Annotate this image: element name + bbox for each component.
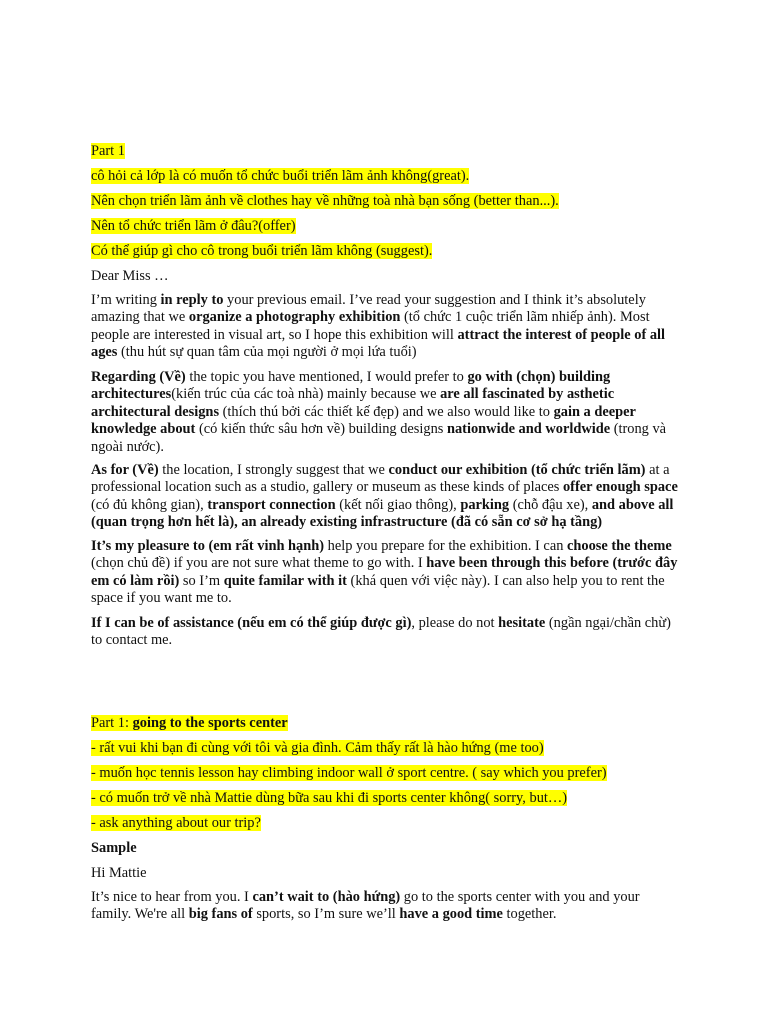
key-phrase: nationwide and worldwide: [446, 421, 611, 438]
sample-label: [91, 839, 137, 857]
text: help you prepare for the exhibition. I can: [324, 538, 568, 554]
text: (kiến trúc của các toà nhà) mainly because we: [171, 386, 441, 403]
highlighted-text: cô hỏi cả lớp là có muốn tổ chức buổi triển lãm ảnh không(great).: [91, 168, 470, 184]
key-phrase: conduct our exhibition (tổ chức triển lãm): [388, 462, 646, 478]
key-phrase: and above all (quan trọng hơn hết là),: [91, 496, 674, 531]
highlighted-text: - rất vui khi bạn đi cùng với tôi và gia đình. Cảm thấy rất là hào hứng (me too): [91, 740, 544, 756]
key-phrase: If I can be of assistance (nếu em có thể giúp được gì): [91, 615, 412, 631]
letter-paragraph: [91, 462, 681, 532]
highlighted-text: Nên tổ chức triển lãm ở đâu?(offer): [91, 218, 296, 234]
highlighted-text: Có thể giúp gì cho cô trong buổi triển lãm không (suggest).: [91, 243, 433, 259]
text: at a professional location such as a studio, gallery or museum as these kinds of places: [91, 462, 670, 496]
key-phrase: offer enough space: [562, 479, 678, 496]
highlighted-text: Part 1: [91, 143, 125, 159]
key-phrase: hesitate: [498, 615, 546, 631]
text: (ngần ngại/chần chừ) to contact me.: [91, 615, 671, 649]
prompt-item: [91, 789, 567, 807]
key-phrase: have a good time: [399, 906, 503, 923]
letter-paragraph: [91, 615, 681, 650]
key-phrase: can’t wait to (hào hứng): [252, 889, 401, 905]
text: (thu hút sự quan tâm của mọi người ở mọi lứa tuổi): [117, 344, 417, 361]
prompt-item: [91, 764, 607, 782]
key-phrase: have been through this before (trước đây em có làm rồi): [91, 555, 678, 589]
text: sports, so I’m sure we’ll: [252, 906, 400, 923]
prompt-item: [91, 242, 432, 260]
key-phrase: go with (chọn) building architectures: [91, 369, 611, 403]
text: (thích thú bởi các thiết kế đẹp) and we also would like to: [219, 403, 554, 420]
highlighted-text: - có muốn trở về nhà Mattie dùng bữa sau khi đi sports center không( sorry, but…): [91, 790, 568, 806]
key-phrase: in reply to: [160, 292, 224, 308]
text: together.: [502, 906, 557, 923]
text: go to the sports center with you and your family. We're all: [91, 889, 640, 923]
letter-paragraph: [91, 369, 681, 456]
text: , please do not: [411, 615, 499, 631]
prompt-item: [91, 814, 261, 832]
letter-greeting: Hi Mattie: [91, 865, 147, 881]
prompt-item: [91, 192, 559, 210]
key-phrase: an already existing infrastructure (đã có sẵn cơ sở hạ tầng): [241, 514, 603, 531]
section-heading: [91, 714, 288, 732]
text: (có đủ không gian),: [91, 496, 208, 513]
letter-paragraph: [91, 889, 681, 924]
text: (trong và ngoài nước).: [91, 421, 667, 455]
text: the location, I strongly suggest that we: [158, 462, 389, 478]
highlighted-text: Nên chọn triển lãm ảnh về clothes hay về những toà nhà bạn sống (better than...).: [91, 193, 559, 209]
prompt-item: [91, 217, 296, 235]
text: It’s nice to hear from you. I: [91, 889, 253, 905]
text: so I’m: [179, 572, 224, 589]
text: (kết nối giao thông),: [335, 496, 461, 513]
key-phrase: parking: [460, 496, 510, 513]
key-phrase: organize a photography exhibition: [188, 309, 401, 326]
key-phrase: transport connection: [207, 496, 336, 513]
text: (tổ chức 1 cuộc triển lãm nhiếp ảnh). Most people are interested in visual art, so I hope this exhibition will: [91, 309, 650, 343]
letter-greeting: Dear Miss …: [91, 268, 169, 284]
letter-paragraph: [91, 538, 681, 608]
key-phrase: It’s my pleasure to (em rất vinh hạnh): [91, 538, 325, 554]
prompt-item: [91, 167, 469, 185]
key-phrase: going to the sports center: [132, 715, 288, 731]
key-phrase: are all fascinated by asthetic architectural designs: [91, 386, 615, 420]
text: (chỗ đậu xe),: [509, 496, 592, 513]
text: Part 1:: [91, 715, 133, 731]
letter-paragraph: [91, 292, 681, 362]
document-page: [91, 0, 681, 1024]
key-phrase: gain a deeper knowledge about: [91, 403, 636, 438]
text: your previous email. I’ve read your suggestion and I think it’s absolutely amazing that we: [91, 292, 646, 326]
key-phrase: As for (Về): [91, 462, 159, 478]
key-phrase: quite familar with it: [223, 572, 347, 589]
text: (khá quen với việc này). I can also help you to rent the space if you want me to.: [91, 572, 665, 607]
section-heading: [91, 142, 125, 160]
highlighted-text: - ask anything about our trip?: [91, 815, 261, 831]
text: (có kiến thức sâu hơn về) building designs: [195, 421, 447, 438]
highlighted-text: [91, 715, 288, 731]
key-phrase: choose the theme: [567, 538, 672, 554]
prompt-item: [91, 739, 544, 757]
key-phrase: Sample: [91, 840, 137, 856]
text: the topic you have mentioned, I would prefer to: [185, 369, 468, 385]
text: I’m writing: [91, 292, 161, 308]
key-phrase: big fans of: [188, 906, 253, 923]
key-phrase: Regarding (Về): [91, 369, 186, 385]
highlighted-text: - muốn học tennis lesson hay climbing indoor wall ở sport centre. ( say which you prefer): [91, 765, 607, 781]
text: (chọn chủ đề) if you are not sure what theme to go with. I: [91, 555, 427, 572]
key-phrase: attract the interest of people of all ages: [91, 326, 666, 361]
